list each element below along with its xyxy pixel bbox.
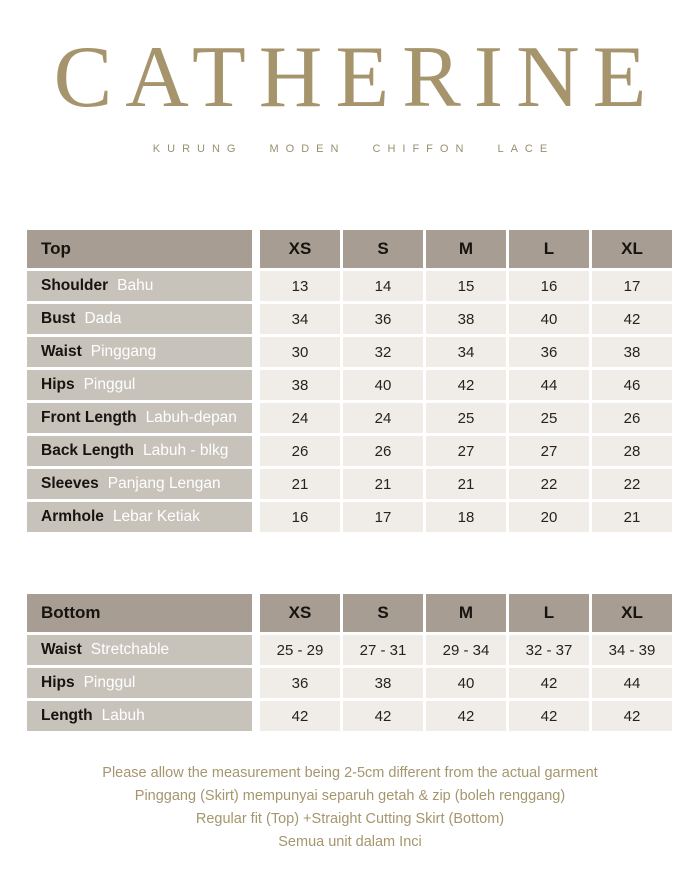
measurement-label-cell <box>27 502 252 532</box>
measurement-value: 32 <box>343 337 423 367</box>
product-subtitle: KURUNG MODEN CHIFFON LACE <box>152 143 555 155</box>
measurement-value: 24 <box>260 403 340 433</box>
measurement-name-malay: Pinggul <box>83 674 136 691</box>
measurement-value: 40 <box>509 304 589 334</box>
measurement-value: 25 <box>426 403 506 433</box>
measurement-value: 25 <box>509 403 589 433</box>
size-column-header: XS <box>260 230 340 268</box>
size-column-header: L <box>509 230 589 268</box>
measurement-value: 42 <box>426 701 506 731</box>
measurement-value: 22 <box>592 469 672 499</box>
size-column-header: S <box>343 594 423 632</box>
measurement-value: 42 <box>592 304 672 334</box>
measurement-value: 16 <box>509 271 589 301</box>
measurement-value: 38 <box>592 337 672 367</box>
measurement-name: Waist <box>41 343 82 360</box>
table-row <box>27 668 672 698</box>
measurement-value: 17 <box>343 502 423 532</box>
measurement-label-cell <box>27 436 252 466</box>
table-row <box>27 502 672 532</box>
table-section-title: Bottom <box>27 594 252 632</box>
table-header-row <box>27 594 672 632</box>
measurement-value: 26 <box>592 403 672 433</box>
measurement-value: 21 <box>260 469 340 499</box>
measurement-name-malay: Dada <box>84 310 122 327</box>
measurement-name-malay: Lebar Ketiak <box>112 508 200 525</box>
size-column-header: M <box>426 594 506 632</box>
measurement-name: Back Length <box>41 442 135 459</box>
measurement-value: 26 <box>260 436 340 466</box>
table-row <box>27 701 672 731</box>
measurement-value: 30 <box>260 337 340 367</box>
measurement-value: 14 <box>343 271 423 301</box>
brand-title: CATHERINE <box>53 29 660 126</box>
table-row <box>27 337 672 367</box>
measurement-name: Bust <box>41 310 76 327</box>
measurement-value: 34 <box>260 304 340 334</box>
measurement-value: 38 <box>343 668 423 698</box>
measurement-value: 27 - 31 <box>343 635 423 665</box>
measurement-name-malay: Panjang Lengan <box>107 475 221 492</box>
measurement-value: 13 <box>260 271 340 301</box>
measurement-label-cell <box>27 668 252 698</box>
measurement-name: Sleeves <box>41 475 99 492</box>
measurement-name: Armhole <box>41 508 104 525</box>
measurement-value: 42 <box>426 370 506 400</box>
measurement-value: 26 <box>343 436 423 466</box>
measurement-value: 17 <box>592 271 672 301</box>
measurement-value: 42 <box>509 701 589 731</box>
size-column-header: M <box>426 230 506 268</box>
measurement-label-cell <box>27 370 252 400</box>
measurement-value: 34 - 39 <box>592 635 672 665</box>
measurement-value: 16 <box>260 502 340 532</box>
measurement-name: Hips <box>41 376 75 393</box>
measurement-value: 40 <box>426 668 506 698</box>
table-row <box>27 469 672 499</box>
measurement-value: 42 <box>509 668 589 698</box>
measurement-name-malay: Labuh - blkg <box>143 442 229 459</box>
measurement-name-malay: Stretchable <box>90 641 170 658</box>
table-row <box>27 304 672 334</box>
measurement-value: 15 <box>426 271 506 301</box>
measurement-name: Shoulder <box>41 277 109 294</box>
measurement-label-cell <box>27 304 252 334</box>
measurement-value: 44 <box>509 370 589 400</box>
measurement-label-cell <box>27 635 252 665</box>
size-column-header: XL <box>592 230 672 268</box>
size-column-header: L <box>509 594 589 632</box>
top-size-table <box>27 230 672 532</box>
measurement-name-malay: Bahu <box>117 277 154 294</box>
measurement-label-cell <box>27 469 252 499</box>
measurement-value: 21 <box>343 469 423 499</box>
measurement-label-cell <box>27 403 252 433</box>
measurement-value: 40 <box>343 370 423 400</box>
size-column-header: XL <box>592 594 672 632</box>
table-section-title: Top <box>27 230 252 268</box>
measurement-value: 36 <box>509 337 589 367</box>
measurement-name-malay: Pinggang <box>90 343 157 360</box>
size-column-header: S <box>343 230 423 268</box>
measurement-value: 25 - 29 <box>260 635 340 665</box>
measurement-value: 36 <box>260 668 340 698</box>
table-row <box>27 403 672 433</box>
measurement-value: 34 <box>426 337 506 367</box>
measurement-value: 29 - 34 <box>426 635 506 665</box>
measurement-value: 28 <box>592 436 672 466</box>
measurement-value: 36 <box>343 304 423 334</box>
measurement-name-malay: Pinggul <box>83 376 136 393</box>
measurement-name: Waist <box>41 641 82 658</box>
measurement-value: 44 <box>592 668 672 698</box>
measurement-value: 42 <box>260 701 340 731</box>
measurement-value: 46 <box>592 370 672 400</box>
measurement-value: 42 <box>592 701 672 731</box>
measurement-name: Front Length <box>41 409 137 426</box>
table-row <box>27 370 672 400</box>
measurement-value: 22 <box>509 469 589 499</box>
measurement-value: 38 <box>260 370 340 400</box>
size-column-header: XS <box>260 594 340 632</box>
measurement-value: 21 <box>592 502 672 532</box>
measurement-name: Hips <box>41 674 75 691</box>
measurement-value: 20 <box>509 502 589 532</box>
measurement-value: 32 - 37 <box>509 635 589 665</box>
measurement-value: 27 <box>509 436 589 466</box>
footer-note-line: Pinggang (Skirt) mempunyai separuh getah & zip (boleh renggang) <box>134 788 566 804</box>
measurement-value: 24 <box>343 403 423 433</box>
table-row <box>27 436 672 466</box>
footer-notes <box>0 762 700 854</box>
footer-note-line: Regular fit (Top) +Straight Cutting Skirt (Bottom) <box>195 811 505 827</box>
footer-note-line: Semua unit dalam Inci <box>278 834 422 850</box>
bottom-size-table <box>27 594 672 731</box>
footer-note-line: Please allow the measurement being 2-5cm different from the actual garment <box>102 765 598 781</box>
measurement-name: Length <box>41 707 93 724</box>
table-header-row <box>27 230 672 268</box>
measurement-name-malay: Labuh-depan <box>145 409 237 426</box>
measurement-label-cell <box>27 701 252 731</box>
measurement-value: 38 <box>426 304 506 334</box>
measurement-value: 21 <box>426 469 506 499</box>
measurement-label-cell <box>27 271 252 301</box>
measurement-value: 42 <box>343 701 423 731</box>
measurement-value: 18 <box>426 502 506 532</box>
measurement-value: 27 <box>426 436 506 466</box>
table-row <box>27 271 672 301</box>
table-row <box>27 635 672 665</box>
measurement-name-malay: Labuh <box>101 707 145 724</box>
measurement-label-cell <box>27 337 252 367</box>
